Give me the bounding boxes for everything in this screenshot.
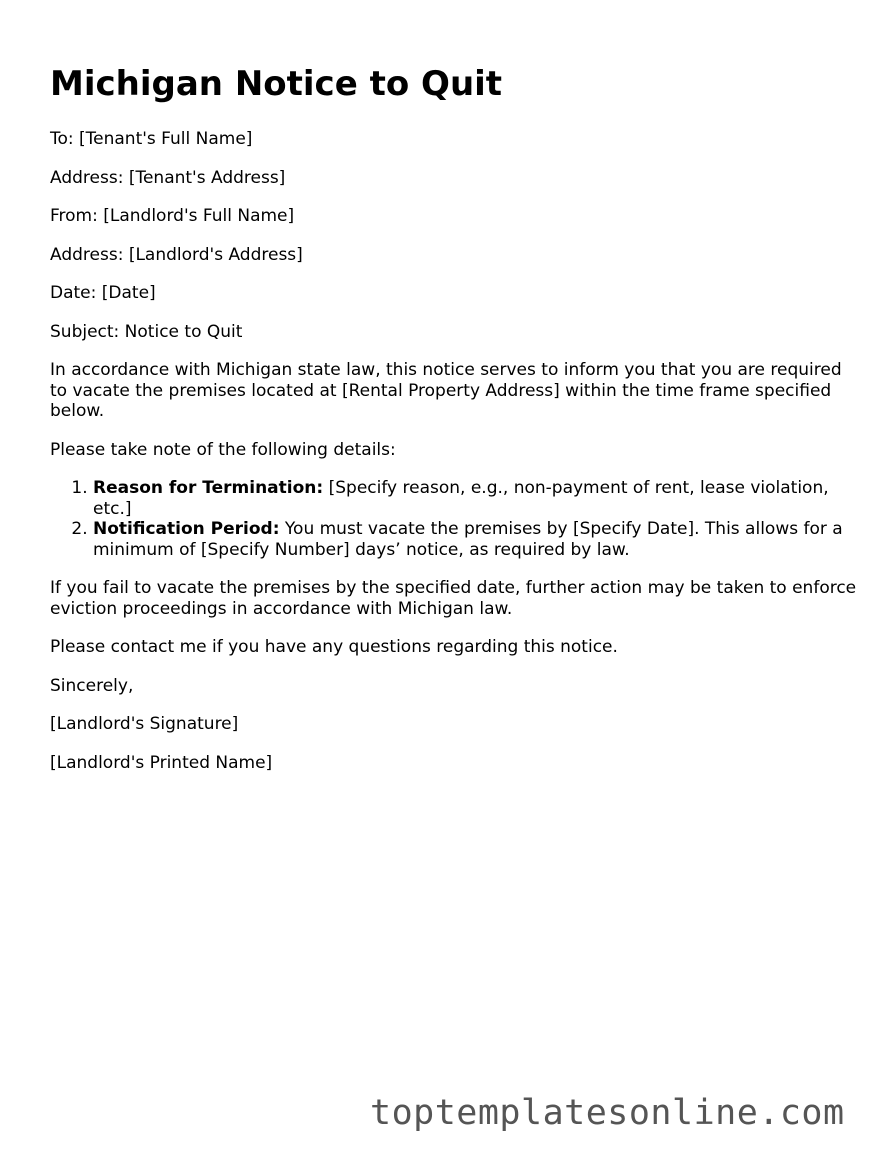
tenant-address-line: Address: [Tenant's Address] bbox=[50, 167, 286, 188]
document-title: Michigan Notice to Quit bbox=[50, 64, 503, 104]
contact-paragraph: Please contact me if you have any questions regarding this notice. bbox=[50, 637, 618, 657]
watermark-text: toptemplatesonline.com bbox=[370, 1093, 845, 1133]
list-item bbox=[93, 519, 860, 560]
to-line: To: [Tenant's Full Name] bbox=[50, 129, 253, 149]
detail-term-reason: Reason for Termination: bbox=[93, 478, 324, 498]
signature-line: [Landlord's Signature] bbox=[50, 714, 239, 734]
detail-term-period: Notification Period: bbox=[93, 519, 280, 539]
details-list bbox=[50, 478, 860, 560]
date-line: Date: [Date] bbox=[50, 283, 156, 303]
notice-document bbox=[50, 0, 860, 773]
printed-name-line: [Landlord's Printed Name] bbox=[50, 752, 273, 773]
detail-text-period: You must vacate the premises by [Specify Date]. This allows for a minimum of [Specify Number] days’ notice, as required by law. bbox=[93, 519, 843, 560]
details-intro: Please take note of the following details: bbox=[50, 439, 396, 460]
intro-paragraph: In accordance with Michigan state law, this notice serves to inform you that you are required to vacate the premises located at [Rental Property Address] within the time frame specified below. bbox=[50, 360, 842, 421]
from-line: From: [Landlord's Full Name] bbox=[50, 206, 295, 226]
consequence-paragraph: If you fail to vacate the premises by the specified date, further action may be taken to enforce eviction proceedings in accordance with Michigan law. bbox=[50, 578, 857, 619]
landlord-address-line: Address: [Landlord's Address] bbox=[50, 244, 303, 265]
detail-text-reason: [Specify reason, e.g., non-payment of rent, lease violation, etc.] bbox=[93, 478, 829, 519]
list-item bbox=[93, 478, 860, 519]
closing-line: Sincerely, bbox=[50, 675, 134, 696]
subject-line: Subject: Notice to Quit bbox=[50, 321, 243, 342]
